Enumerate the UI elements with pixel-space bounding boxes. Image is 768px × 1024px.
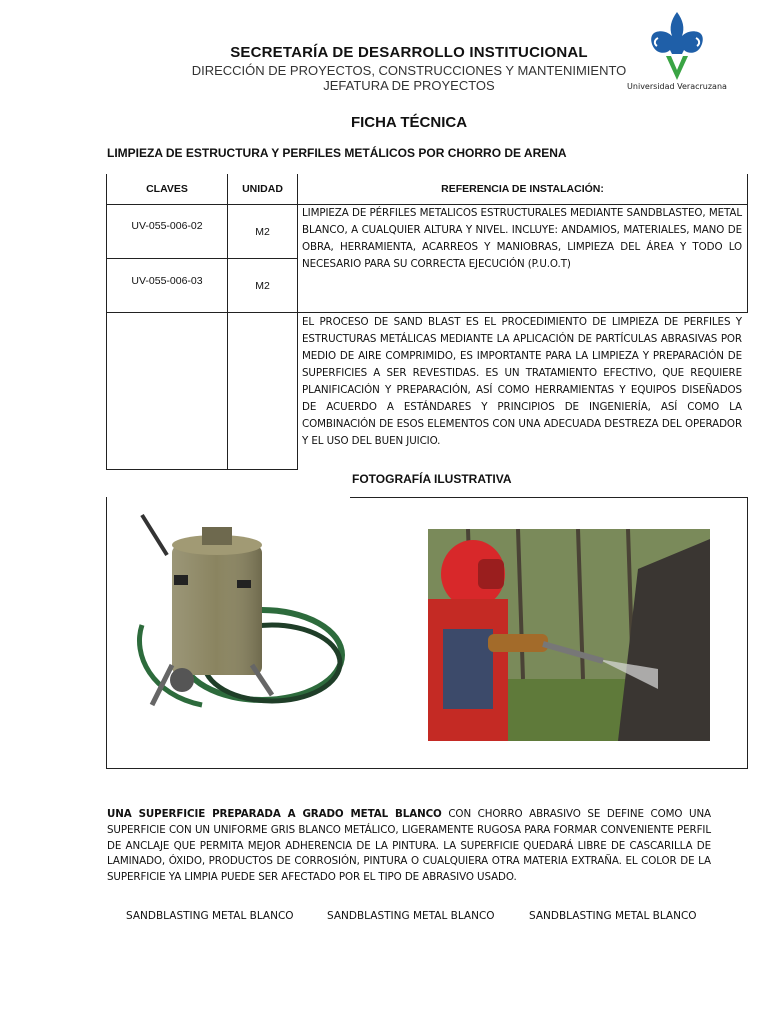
clave-cell: UV-055-006-03 [131, 275, 203, 287]
header-jefatura: JEFATURA DE PROYECTOS [323, 78, 495, 93]
paragraph-body: CON CHORRO ABRASIVO SE DEFINE COMO UNA SUPERFICIE CON UN UNIFORME GRIS BLANCO METÁLICO, LIGERAMENTE RUGOSA PARA FORMAR CONVENIENTE PERFIL DE ANCLAJE QUE PERMITA MEJOR ADHERENCIA DE LA PINTURA. LA SUPERFICIE QUEDARÁ LIBRE DE CASCARILLA DE LAMINADO, ÓXIDO, PRODUCTOS DE CORROSIÓN, PINTURA O CUALQUIERA OTRA MATERIA EXTRAÑA. EL COLOR DE LA SUPERFICIE YA LIMPIA PUEDE SER AFECTADO POR EL TIPO DE ABRASIVO USADO. [107, 808, 711, 884]
sandblaster-machine-image [112, 505, 352, 730]
caption: SANDBLASTING METAL BLANCO [327, 910, 495, 922]
installation-description: LIMPIEZA DE PÉRFILES METALICOS ESTRUCTURALES MEDIANTE SANDBLASTEO, METAL BLANCO, A CUALQUIER ALTURA Y NIVEL. INCLUYE: ANDAMIOS, MATERIALES, MANO DE OBRA, HERRAMIENTA, ACARREOS Y MANIOBRAS, LIMPIEZA DEL ÁREA Y TODO LO NECESARIO PARA SU CORRECTA EJECUCIÓN (P.U.O.T) [302, 207, 742, 270]
clave-cell: UV-055-006-02 [131, 220, 203, 232]
document-subtitle: LIMPIEZA DE ESTRUCTURA Y PERFILES METÁLICOS POR CHORRO DE ARENA [107, 146, 567, 160]
table-border-right [747, 174, 748, 312]
document-title: FICHA TÉCNICA [350, 114, 468, 131]
header-claves: CLAVES [146, 183, 188, 195]
caption: SANDBLASTING METAL BLANCO [529, 910, 697, 922]
table-divider-2 [297, 174, 298, 470]
photo-title-underline [350, 497, 748, 498]
caption: SANDBLASTING METAL BLANCO [126, 910, 294, 922]
header-title: SECRETARÍA DE DESARROLLO INSTITUCIONAL [230, 44, 588, 61]
header-direccion: DIRECCIÓN DE PROYECTOS, CONSTRUCCIONES Y MANTENIMIENTO [191, 63, 627, 78]
photo-section-title: FOTOGRAFÍA ILUSTRATIVA [352, 472, 512, 486]
paragraph-lead: UNA SUPERFICIE PREPARADA A GRADO METAL BLANCO [107, 808, 442, 820]
header-referencia: REFERENCIA DE INSTALACIÓN: [441, 183, 604, 195]
table-border-left [106, 174, 107, 470]
table-row-line [106, 312, 748, 313]
logo-text: Universidad Veracruzana [627, 82, 727, 91]
photo-border-right [747, 497, 748, 769]
header-unidad: UNIDAD [242, 183, 283, 195]
table-row-line [106, 258, 298, 259]
unidad-cell: M2 [255, 280, 270, 292]
metal-blanco-paragraph [107, 807, 711, 886]
sandblasting-worker-photo [428, 529, 710, 741]
table-divider-1 [227, 174, 228, 470]
unidad-cell: M2 [255, 226, 270, 238]
table-row-line [106, 469, 298, 470]
process-description: EL PROCESO DE SAND BLAST ES EL PROCEDIMIENTO DE LIMPIEZA DE PERFILES Y ESTRUCTURAS METÁLICAS MEDIANTE LA APLICACIÓN DE PARTÍCULAS ABRASIVAS POR MEDIO DE AIRE COMPRIMIDO, ES IMPORTANTE PARA LA LIMPIEZA Y PREPARACIÓN DE SUPERFICIES A SER REVESTIDAS. ES UN TRATAMIENTO EFECTIVO, QUE REQUIERE PLANIFICACIÓN Y PREPARACIÓN, ASÍ COMO HERRAMIENTAS Y EQUIPOS DISEÑADOS DE ACUERDO A ESTÁNDARES Y PRINCIPIOS DE INGENIERÍA, ASÍ COMO LA COMBINACIÓN DE ESOS ELEMENTOS CON UNA ADECUADA DESTREZA DEL OPERADOR Y EL USO DEL BUEN JUICIO. [302, 316, 742, 447]
photo-border-bottom [106, 768, 748, 769]
photo-border-left [106, 497, 107, 769]
